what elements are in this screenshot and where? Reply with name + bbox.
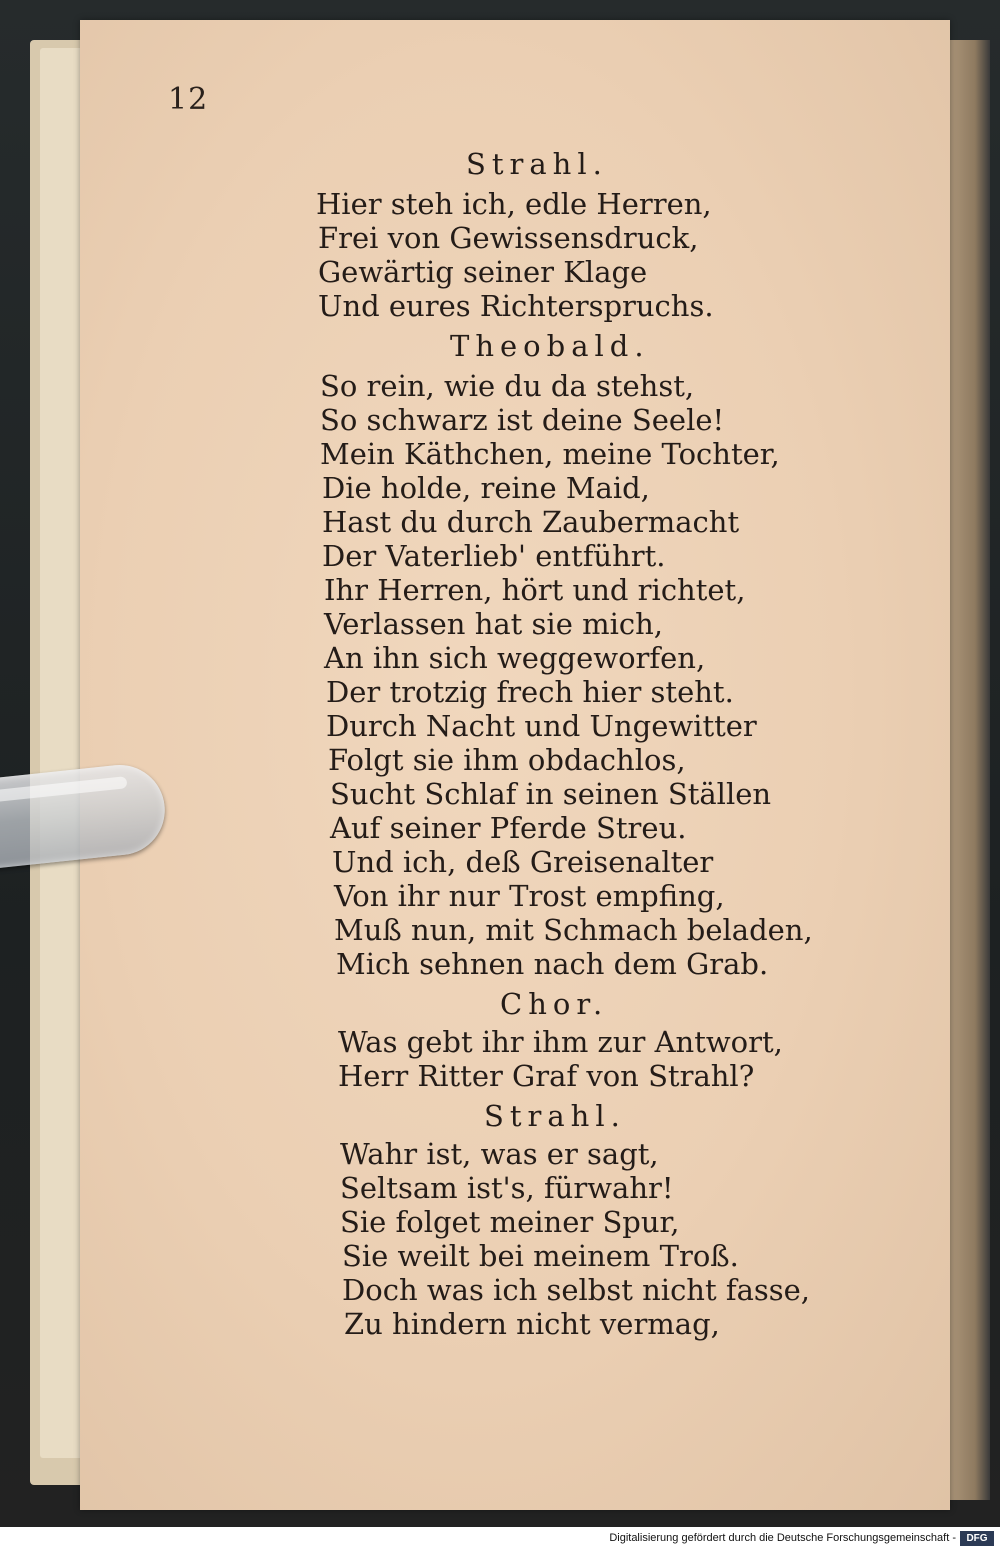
- verse-line: Was gebt ihr ihm zur Antwort,: [338, 1025, 783, 1059]
- verse-line: So rein, wie du da stehst,: [320, 369, 695, 403]
- verse-line: Hast du durch Zaubermacht: [322, 505, 740, 539]
- verse-line: Der Vaterlieb' entführt.: [322, 539, 666, 573]
- verse-line: Mein Käthchen, meine Tochter,: [320, 437, 780, 471]
- verse-line: Durch Nacht und Ungewitter: [326, 709, 757, 743]
- verse-line: Folgt sie ihm obdachlos,: [328, 743, 686, 777]
- verse-line: Mich sehnen nach dem Grab.: [336, 947, 769, 981]
- clip-highlight: [0, 776, 127, 803]
- speaker-label: Theobald.: [450, 329, 650, 363]
- verse-line: Zu hindern nicht vermag,: [344, 1307, 720, 1341]
- page-number: 12: [168, 82, 209, 117]
- speaker-label: Chor.: [500, 987, 609, 1021]
- verse-line: Der trotzig frech hier steht.: [326, 675, 734, 709]
- verse-line: Ihr Herren, hört und richtet,: [324, 573, 746, 607]
- verse-line: Frei von Gewissensdruck,: [318, 221, 699, 255]
- verse-line: Von ihr nur Trost empfing,: [334, 879, 725, 913]
- verse-line: Gewärtig seiner Klage: [318, 255, 648, 289]
- verse-line: Verlassen hat sie mich,: [324, 607, 663, 641]
- verse-line: Auf seiner Pferde Streu.: [330, 811, 687, 845]
- verse-line: Sie folget meiner Spur,: [340, 1205, 680, 1239]
- verse-line: So schwarz ist deine Seele!: [320, 403, 725, 437]
- verse-line: Herr Ritter Graf von Strahl?: [338, 1059, 755, 1093]
- verse-line: Die holde, reine Maid,: [322, 471, 650, 505]
- verse-line: Und eures Richterspruchs.: [318, 289, 714, 323]
- verse-line: An ihn sich weggeworfen,: [324, 641, 706, 675]
- verse-line: Und ich, deß Greisenalter: [332, 845, 714, 879]
- speaker-label: Strahl.: [484, 1099, 626, 1133]
- verse-line: Sie weilt bei meinem Troß.: [342, 1239, 739, 1273]
- verse-line: Hier steh ich, edle Herren,: [316, 187, 712, 221]
- verse-line: Seltsam ist's, fürwahr!: [340, 1171, 674, 1205]
- funding-credit: Digitalisierung gefördert durch die Deutsche Forschungsgemeinschaft -: [609, 1532, 956, 1544]
- speaker-label: Strahl.: [466, 147, 608, 181]
- verse-line: Sucht Schlaf in seinen Ställen: [330, 777, 772, 811]
- dfg-logo-icon: DFG: [960, 1531, 994, 1546]
- verse-line: Wahr ist, was er sagt,: [340, 1137, 659, 1171]
- verse-line: Doch was ich selbst nicht fasse,: [342, 1273, 811, 1307]
- verse-line: Muß nun, mit Schmach beladen,: [334, 913, 813, 947]
